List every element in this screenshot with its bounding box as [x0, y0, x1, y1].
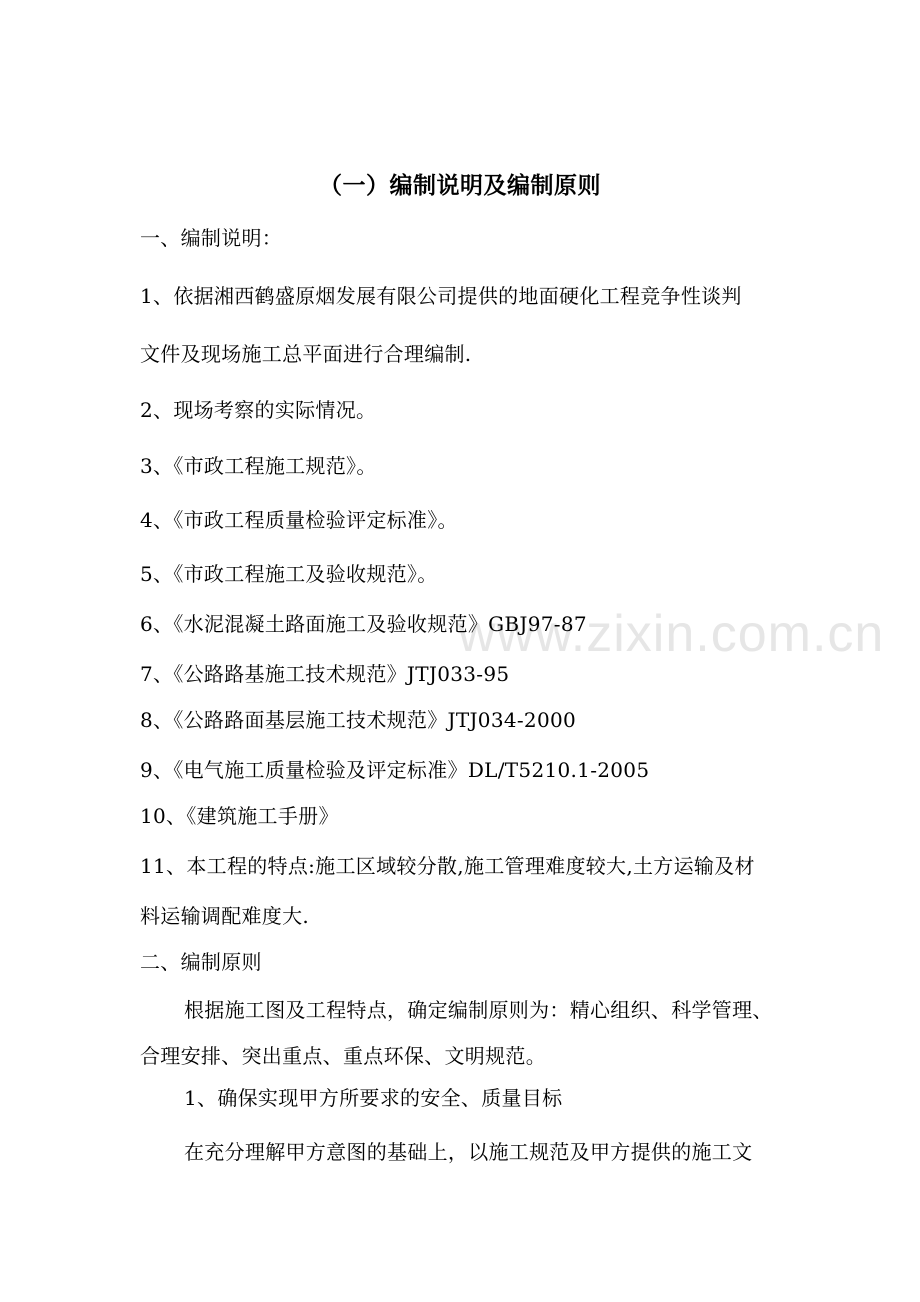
item-2: 2、现场考察的实际情况。 [140, 398, 377, 422]
item-4: 4、《市政工程质量检验评定标准》。 [140, 508, 458, 532]
principle-1-heading: 1、确保实现甲方所要求的安全、质量目标 [184, 1086, 563, 1110]
section-heading-compilation-principles: 二、编制原则 [140, 950, 262, 974]
item-8: 8、《公路路面基层施工技术规范》JTJ034-2000 [140, 708, 577, 732]
document-title: （一）编制说明及编制原则 [319, 173, 601, 199]
principles-paragraph-line-1: 根据施工图及工程特点，确定编制原则为：精心组织、科学管理、 [184, 998, 773, 1022]
item-10: 10、《建筑施工手册》 [140, 804, 339, 828]
item-11-line-1: 11、本工程的特点:施工区域较分散,施工管理难度较大,土方运输及材 [140, 854, 755, 878]
section-heading-compilation-notes: 一、编制说明： [140, 226, 283, 250]
watermark-text: www.zixin.com.cn [458, 605, 885, 663]
item-9: 9、《电气施工质量检验及评定标准》DL/T5210.1-2005 [140, 758, 650, 782]
principles-paragraph-line-2: 合理安排、突出重点、重点环保、文明规范。 [140, 1044, 546, 1068]
item-6: 6、《水泥混凝土路面施工及验收规范》GBJ97-87 [140, 612, 587, 636]
item-11-line-2: 料运输调配难度大. [140, 904, 310, 928]
principle-1-paragraph-line-1: 在充分理解甲方意图的基础上，以施工规范及甲方提供的施工文 [184, 1140, 753, 1164]
item-1-line-2: 文件及现场施工总平面进行合理编制. [140, 342, 472, 366]
item-3: 3、《市政工程施工规范》。 [140, 454, 377, 478]
item-5: 5、《市政工程施工及验收规范》。 [140, 562, 438, 586]
item-7: 7、《公路路基施工技术规范》JTJ033-95 [140, 662, 510, 686]
item-1-line-1: 1、依据湘西鹤盛原烟发展有限公司提供的地面硬化工程竞争性谈判 [140, 284, 742, 308]
